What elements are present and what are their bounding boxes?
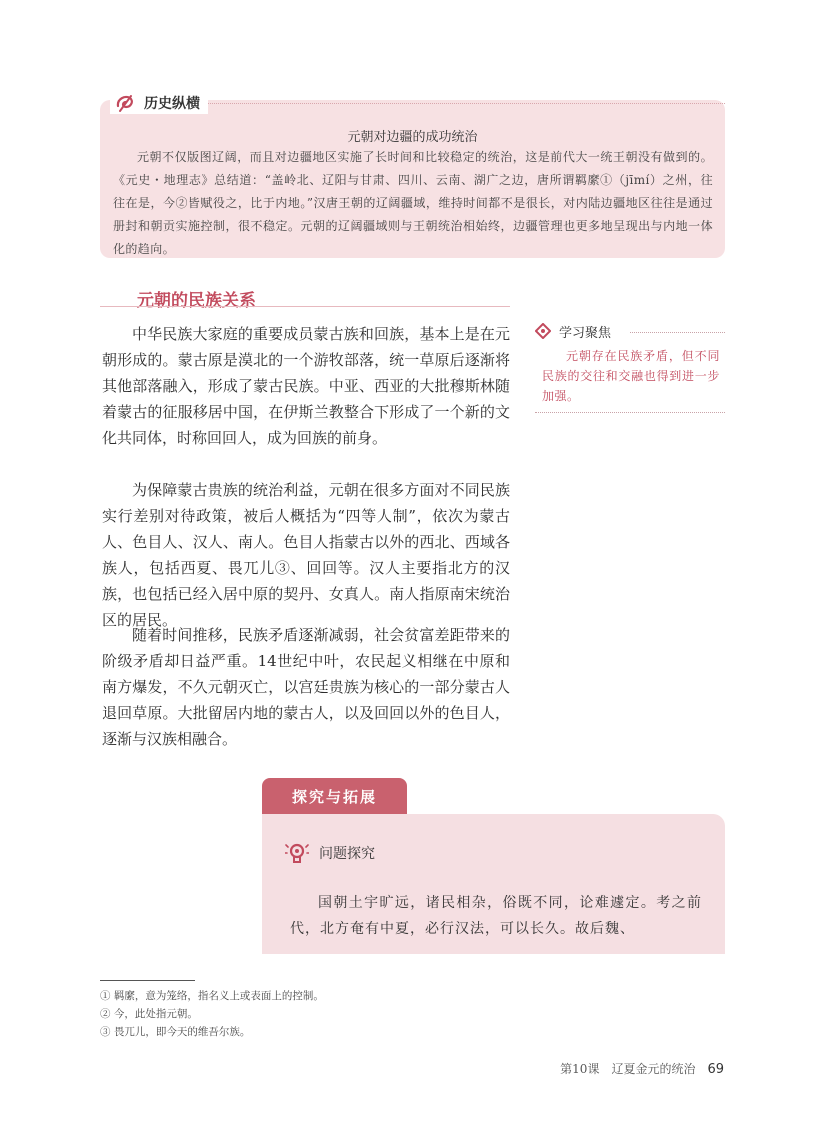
body-paragraph-2: 为保障蒙古贵族的统治利益，元朝在很多方面对不同民族实行差别对待政策，被后人概括为“四等人制”，依次为蒙古人、色目人、汉人、南人。色目人指蒙古以外的西北、西域各族人，包括西夏、畏兀儿③、回回等。汉人主要指北方的汉族，也包括已经入居中原的契丹、女真人。南人指原南宋统治区的居民。 bbox=[102, 481, 510, 629]
question-label: 问题探究 bbox=[319, 846, 375, 862]
study-focus-divider-bottom bbox=[535, 412, 725, 413]
study-focus-divider-top bbox=[630, 332, 725, 333]
history-header bbox=[110, 92, 208, 114]
footnote-1: ① 羁縻，意为笼络，指名义上或表面上的控制。 bbox=[100, 990, 324, 1002]
history-text: 元朝不仅版图辽阔，而且对边疆地区实施了长时间和比较稳定的统治，这是前代大一统王朝没有做到的。《元史・地理志》总结道：“盖岭北、辽阳与甘肃、四川、云南、湖广之边，唐所谓羁縻①（jīmí）之州，往往在是，今②皆赋役之，比于内地。”汉唐王朝的辽阔疆域，维持时间都不是很长，对内陆边疆地区往往是通过册封和朝贡实施控制，很不稳定。元朝的辽阔疆域则与王朝统治相始终，边疆管理也更多地呈现出与内地一体化的趋向。 bbox=[113, 150, 713, 256]
question-bulb-icon bbox=[285, 842, 309, 864]
body-paragraph-3: 随着时间推移，民族矛盾逐渐减弱，社会贫富差距带来的阶级矛盾却日益严重。14世纪中叶，农民起义相继在中原和南方爆发，不久元朝灭亡，以宫廷贵族为核心的一部分蒙古人退回草原。大批留居内地的蒙古人，以及回回以外的色目人，逐渐与汉族相融合。 bbox=[102, 626, 510, 748]
history-divider bbox=[205, 103, 725, 104]
diamond-target-icon bbox=[535, 323, 551, 339]
question-header bbox=[285, 842, 375, 864]
body-paragraph-1: 中华民族大家庭的重要成员蒙古族和回族，基本上是在元朝形成的。蒙古原是漠北的一个游牧部落，统一草原后逐渐将其他部落融入，形成了蒙古民族。中亚、西亚的大批穆斯林随着蒙古的征服移居中国，在伊斯兰教整合下形成了一个新的文化共同体，时称回回人，成为回族的前身。 bbox=[102, 325, 510, 447]
page-number: 69 bbox=[707, 1062, 724, 1077]
explore-tab: 探究与拓展 bbox=[262, 778, 407, 814]
footer-lesson-title: 第10课 辽夏金元的统治 bbox=[560, 1062, 696, 1076]
swirl-icon bbox=[114, 92, 136, 114]
history-subtitle: 元朝对边疆的成功统治 bbox=[347, 130, 478, 145]
study-focus-header bbox=[535, 321, 611, 341]
footnote-3: ③ 畏兀儿，即今天的维吾尔族。 bbox=[100, 1026, 251, 1038]
question-text: 国朝土宇旷远，诸民相杂，俗既不同，论难遽定。考之前代，北方奄有中夏，必行汉法，可以长久。故后魏、 bbox=[290, 895, 702, 937]
section-title-underline bbox=[100, 306, 510, 307]
page-footer bbox=[560, 1060, 724, 1077]
footnote-2: ② 今，此处指元朝。 bbox=[100, 1008, 198, 1020]
study-focus-text: 元朝存在民族矛盾，但不同民族的交往和交融也得到进一步加强。 bbox=[542, 349, 720, 403]
section-title: 元朝的民族关系 bbox=[137, 291, 256, 311]
footnote-rule bbox=[100, 980, 195, 981]
history-label: 历史纵横 bbox=[144, 96, 200, 112]
study-focus-label: 学习聚焦 bbox=[559, 325, 612, 341]
